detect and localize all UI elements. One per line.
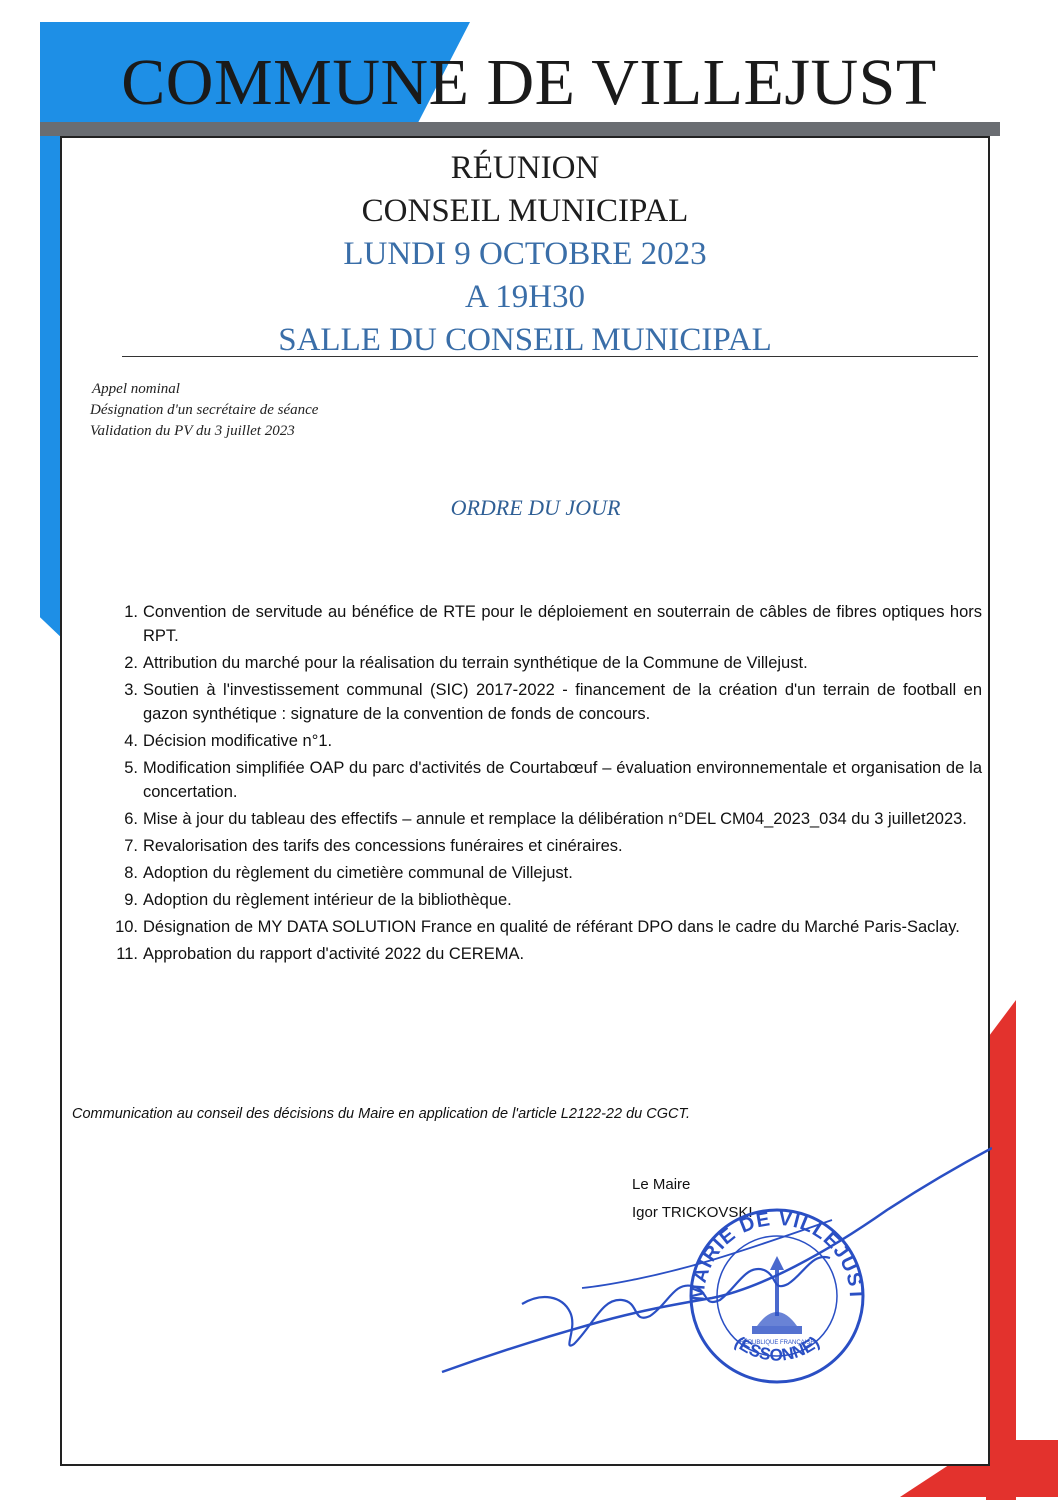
meeting-date: LUNDI 9 OCTOBRE 2023 bbox=[343, 236, 707, 272]
preliminary-item: Validation du PV du 3 juillet 2023 bbox=[90, 423, 295, 439]
svg-text:MAIRIE DE VILLEJUST: MAIRIE DE VILLEJUST bbox=[686, 1207, 868, 1302]
document-frame bbox=[60, 136, 990, 1466]
agenda-item bbox=[100, 942, 982, 966]
commune-title: COMMUNE DE VILLEJUST bbox=[121, 46, 937, 119]
preliminary-item: Désignation d'un secrétaire de séance bbox=[90, 402, 319, 418]
meeting-time: A 19H30 bbox=[464, 279, 586, 315]
agenda-title: ORDRE DU JOUR bbox=[450, 495, 621, 520]
agenda-item-text: Désignation de MY DATA SOLUTION France en qualité de référant DPO dans le cadre du Marché Paris-Saclay. bbox=[143, 918, 960, 936]
svg-text:(ESSONNE): (ESSONNE) bbox=[731, 1332, 823, 1365]
agenda-item-number: 8. bbox=[124, 864, 138, 882]
agenda-item bbox=[100, 756, 982, 804]
mayor-signature bbox=[432, 1128, 992, 1388]
agenda-item-number: 5. bbox=[124, 759, 138, 777]
agenda-item-text: Attribution du marché pour la réalisation du terrain synthétique de la Commune de Villejust. bbox=[143, 654, 808, 672]
grey-band bbox=[40, 122, 1000, 136]
agenda-item-number: 4. bbox=[124, 732, 138, 750]
mayor-name: Igor TRICKOVSKI bbox=[632, 1204, 753, 1221]
agenda-item-text: Soutien à l'investissement communal (SIC) 2017-2022 - financement de la création d'un terrain de football en gazon synthétique : signature de la convention de fonds de concours. bbox=[143, 681, 982, 723]
agenda-item-number: 10. bbox=[115, 918, 138, 936]
agenda-item bbox=[100, 651, 982, 675]
meeting-heading: RÉUNION bbox=[450, 150, 600, 186]
meeting-council: CONSEIL MUNICIPAL bbox=[361, 193, 689, 229]
agenda-item-text: Adoption du règlement intérieur de la bibliothèque. bbox=[143, 891, 512, 909]
mayor-title: Le Maire bbox=[632, 1176, 691, 1193]
agenda-item-number: 6. bbox=[124, 810, 138, 828]
agenda-item-text: Revalorisation des tarifs des concessions funéraires et cinéraires. bbox=[143, 837, 623, 855]
agenda-item-number: 3. bbox=[124, 681, 138, 699]
agenda-item-number: 7. bbox=[124, 837, 138, 855]
agenda-item-number: 9. bbox=[124, 891, 138, 909]
agenda-item-text: Approbation du rapport d'activité 2022 du CEREMA. bbox=[143, 945, 525, 963]
agenda-item bbox=[100, 861, 982, 885]
agenda-item bbox=[100, 729, 982, 753]
agenda-item-text: Mise à jour du tableau des effectifs – annule et remplace la délibération n°DEL CM04_2023_034 du 3 juillet2023. bbox=[143, 810, 967, 828]
agenda-item bbox=[100, 807, 982, 831]
agenda-item-text: Décision modificative n°1. bbox=[143, 732, 333, 750]
agenda-item-number: 1. bbox=[124, 603, 138, 621]
header-divider bbox=[122, 356, 978, 357]
agenda-item bbox=[100, 600, 982, 648]
agenda-item-text: Convention de servitude au bénéfice de RTE pour le déploiement en souterrain de câbles de fibres optiques hors RPT. bbox=[143, 603, 982, 645]
agenda-item bbox=[100, 678, 982, 726]
agenda-item-text: Adoption du règlement du cimetière communal de Villejust. bbox=[143, 864, 573, 882]
agenda-item-number: 11. bbox=[116, 945, 138, 963]
agenda-item bbox=[100, 834, 982, 858]
agenda-item bbox=[100, 888, 982, 912]
agenda-item-text: Modification simplifiée OAP du parc d'activités de Courtabœuf – évaluation environnementale et organisation de la concertation. bbox=[143, 759, 982, 801]
agenda-list bbox=[100, 600, 982, 969]
svg-text:RÉPUBLIQUE FRANÇAISE: RÉPUBLIQUE FRANÇAISE bbox=[739, 1340, 815, 1346]
communication-note: Communication au conseil des décisions du Maire en application de l'article L2122-22 du CGCT. bbox=[72, 1106, 691, 1122]
preliminary-item: Appel nominal bbox=[92, 381, 180, 397]
agenda-item-number: 2. bbox=[124, 654, 138, 672]
agenda-item bbox=[100, 915, 982, 939]
meeting-place: SALLE DU CONSEIL MUNICIPAL bbox=[278, 322, 772, 358]
